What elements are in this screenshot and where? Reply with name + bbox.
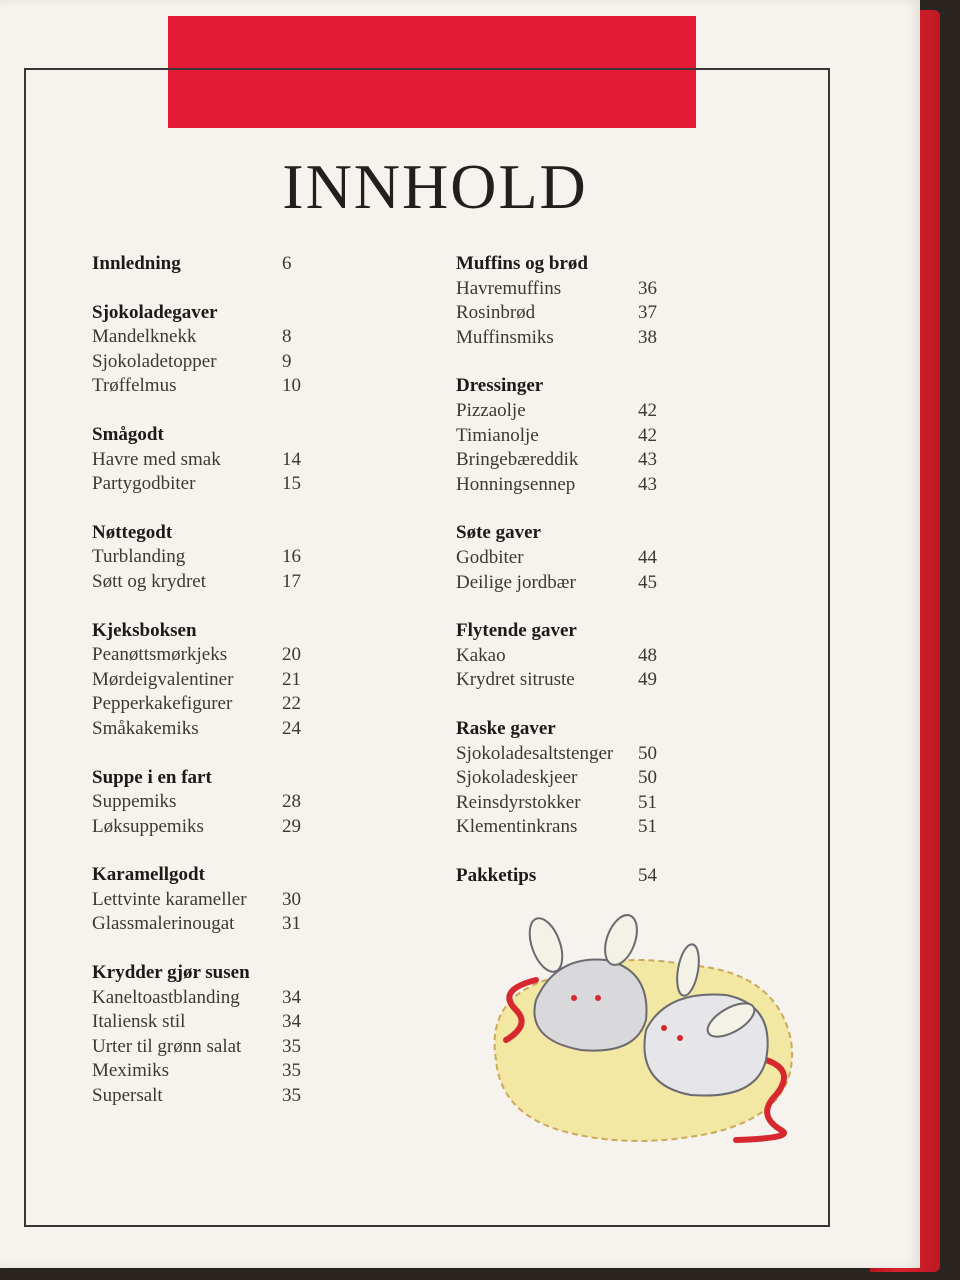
toc-entry-page: 14 — [282, 448, 301, 470]
toc-entry-page: 8 — [282, 326, 292, 348]
toc-section — [456, 521, 716, 595]
toc-right-column — [456, 252, 716, 912]
toc-entry — [456, 815, 716, 840]
toc-heading-label: Kjeksboksen — [92, 619, 197, 641]
toc-section — [456, 717, 716, 840]
mouse-ear-1a — [523, 914, 568, 976]
toc-heading-label: Dressinger — [456, 375, 544, 397]
toc-heading-label: Nøttegodt — [92, 521, 173, 543]
toc-entry — [92, 570, 352, 595]
toc-entry-label: Honningsennep — [456, 473, 576, 495]
toc-entry — [92, 448, 352, 473]
toc-heading — [456, 521, 716, 546]
toc-entry-label: Glassmalerinougat — [92, 913, 235, 935]
toc-entry-label: Kakao — [456, 644, 506, 666]
toc-entry-page: 22 — [282, 693, 301, 715]
toc-entry-label: Kaneltoastblanding — [92, 986, 240, 1008]
toc-entry — [92, 692, 352, 717]
toc-entry-label: Godbiter — [456, 546, 524, 568]
toc-entry — [456, 448, 716, 473]
toc-section — [456, 374, 716, 497]
toc-entry-page: 42 — [638, 424, 657, 446]
toc-heading — [456, 252, 716, 277]
toc-entry — [92, 545, 352, 570]
toc-section — [456, 252, 716, 350]
toc-entry-page: 38 — [638, 326, 657, 348]
toc-entry — [456, 571, 716, 596]
toc-entry-label: Pepperkakefigurer — [92, 693, 233, 715]
mouse-eye-2b — [677, 1035, 683, 1041]
toc-entry — [456, 742, 716, 767]
mouse-eye-1a — [571, 995, 577, 1001]
toc-heading-label: Sjokoladegaver — [92, 301, 218, 323]
toc-entry-label: Krydret sitruste — [456, 669, 575, 691]
toc-entry-label: Sjokoladesaltstenger — [456, 742, 614, 764]
toc-entry-label: Urter til grønn salat — [92, 1035, 242, 1057]
toc-entry — [456, 791, 716, 816]
toc-entry-page: 29 — [282, 815, 301, 837]
toc-section — [92, 252, 352, 277]
mouse-eye-2a — [661, 1025, 667, 1031]
toc-entry — [456, 766, 716, 791]
toc-entry-page: 45 — [638, 571, 657, 593]
mouse-body-1 — [534, 960, 646, 1051]
toc-left-column — [92, 252, 352, 1133]
toc-entry — [456, 399, 716, 424]
toc-section — [92, 619, 352, 742]
toc-entry-page: 50 — [638, 767, 657, 789]
toc-section — [92, 766, 352, 840]
toc-heading — [92, 521, 352, 546]
toc-entry-page: 44 — [638, 546, 657, 568]
toc-entry-label: Løksuppemiks — [92, 815, 204, 837]
toc-entry-page: 30 — [282, 888, 301, 910]
toc-section — [456, 619, 716, 693]
toc-entry-label: Trøffelmus — [92, 375, 177, 397]
mouse-eye-1b — [595, 995, 601, 1001]
toc-heading-label: Søte gaver — [456, 522, 541, 544]
toc-heading-label: Smågodt — [92, 423, 164, 445]
toc-entry-page: 31 — [282, 913, 301, 935]
toc-heading-label: Karamellgodt — [92, 864, 205, 886]
toc-heading — [456, 619, 716, 644]
toc-heading-label: Raske gaver — [456, 717, 556, 739]
toc-section — [92, 521, 352, 595]
toc-entry-page: 50 — [638, 742, 657, 764]
toc-entry-label: Suppemiks — [92, 791, 177, 813]
toc-entry-page: 9 — [282, 350, 292, 372]
toc-entry — [92, 717, 352, 742]
toc-entry-page: 17 — [282, 570, 301, 592]
toc-entry-label: Mørdeigvalentiner — [92, 668, 234, 690]
toc-entry-label: Havremuffins — [456, 277, 562, 299]
toc-entry-page: 21 — [282, 668, 301, 690]
toc-entry-label: Havre med smak — [92, 448, 221, 470]
toc-heading-label: Suppe i en fart — [92, 766, 212, 788]
toc-entry-label: Turblanding — [92, 546, 186, 568]
toc-entry — [456, 301, 716, 326]
toc-entry — [92, 325, 352, 350]
toc-entry-page: 34 — [282, 986, 301, 1008]
toc-heading-label: Pakketips — [456, 864, 537, 886]
toc-entry-page: 16 — [282, 546, 301, 568]
toc-heading — [92, 961, 352, 986]
toc-entry — [456, 473, 716, 498]
toc-section — [92, 961, 352, 1109]
toc-heading-page: 6 — [282, 253, 292, 274]
mice-illustration — [476, 910, 806, 1150]
toc-entry-label: Timianolje — [456, 424, 539, 446]
toc-heading — [92, 252, 352, 277]
toc-entry-label: Muffinsmiks — [456, 326, 554, 348]
toc-entry-page: 48 — [638, 644, 657, 666]
toc-entry-page: 28 — [282, 791, 301, 813]
toc-entry-label: Deilige jordbær — [456, 571, 576, 593]
toc-entry-page: 10 — [282, 375, 301, 397]
toc-heading-label: Muffins og brød — [456, 253, 588, 274]
toc-entry-page: 35 — [282, 1060, 301, 1082]
toc-section — [456, 864, 716, 889]
toc-entry-label: Mandelknekk — [92, 326, 197, 348]
toc-entry — [456, 424, 716, 449]
toc-entry-page: 36 — [638, 277, 657, 299]
toc-entry — [456, 546, 716, 571]
toc-entry — [456, 644, 716, 669]
toc-entry-page: 20 — [282, 644, 301, 666]
toc-entry-label: Småkakemiks — [92, 717, 199, 739]
toc-entry-page: 49 — [638, 669, 657, 691]
toc-entry — [92, 790, 352, 815]
toc-entry — [92, 472, 352, 497]
toc-heading — [456, 374, 716, 399]
toc-heading — [92, 423, 352, 448]
toc-entry-label: Partygodbiter — [92, 473, 196, 495]
toc-heading-label: Krydder gjør susen — [92, 962, 250, 984]
toc-entry — [456, 277, 716, 302]
toc-entry — [92, 888, 352, 913]
toc-entry — [456, 668, 716, 693]
toc-entry-label: Supersalt — [92, 1085, 163, 1107]
toc-entry-page: 15 — [282, 473, 301, 495]
toc-entry-label: Peanøttsmørkjeks — [92, 644, 228, 666]
toc-entry-label: Søtt og krydret — [92, 570, 206, 592]
toc-entry — [92, 350, 352, 375]
toc-entry-page: 37 — [638, 302, 657, 324]
toc-entry-label: Italiensk stil — [92, 1011, 186, 1033]
toc-entry — [92, 1035, 352, 1060]
toc-heading-page: 54 — [638, 864, 657, 886]
toc-section — [92, 423, 352, 497]
toc-heading-label: Innledning — [92, 253, 181, 274]
toc-heading — [92, 766, 352, 791]
toc-entry — [92, 643, 352, 668]
toc-entry-label: Reinsdyrstokker — [456, 791, 581, 813]
toc-entry — [92, 1059, 352, 1084]
toc-entry-label: Bringebæreddik — [456, 449, 579, 471]
toc-section — [92, 863, 352, 937]
toc-entry-page: 35 — [282, 1035, 301, 1057]
toc-entry — [92, 986, 352, 1011]
toc-entry — [92, 1010, 352, 1035]
toc-heading — [92, 863, 352, 888]
page-title: INNHOLD — [282, 151, 588, 222]
toc-heading — [92, 619, 352, 644]
toc-heading — [456, 864, 716, 889]
toc-entry-page: 43 — [638, 473, 657, 495]
toc-entry — [456, 326, 716, 351]
toc-heading-label: Flytende gaver — [456, 620, 577, 642]
toc-entry-page: 51 — [638, 816, 657, 838]
toc-entry-label: Sjokoladetopper — [92, 350, 217, 372]
toc-entry-label: Rosinbrød — [456, 302, 536, 324]
toc-heading — [92, 301, 352, 326]
toc-entry — [92, 912, 352, 937]
toc-entry-page: 42 — [638, 399, 657, 421]
toc-entry-label: Pizzaolje — [456, 399, 526, 421]
toc-section — [92, 301, 352, 399]
toc-entry-label: Sjokoladeskjeer — [456, 767, 578, 789]
toc-entry-label: Meximiks — [92, 1060, 170, 1082]
toc-entry-page: 43 — [638, 449, 657, 471]
toc-entry-label: Klementinkrans — [456, 816, 578, 838]
toc-entry-label: Lettvinte karameller — [92, 888, 247, 910]
toc-entry — [92, 668, 352, 693]
toc-entry — [92, 815, 352, 840]
toc-entry-page: 24 — [282, 717, 301, 739]
toc-heading — [456, 717, 716, 742]
toc-entry-page: 51 — [638, 791, 657, 813]
toc-entry-page: 34 — [282, 1011, 301, 1033]
toc-entry — [92, 374, 352, 399]
toc-entry — [92, 1084, 352, 1109]
toc-entry-page: 35 — [282, 1085, 301, 1107]
